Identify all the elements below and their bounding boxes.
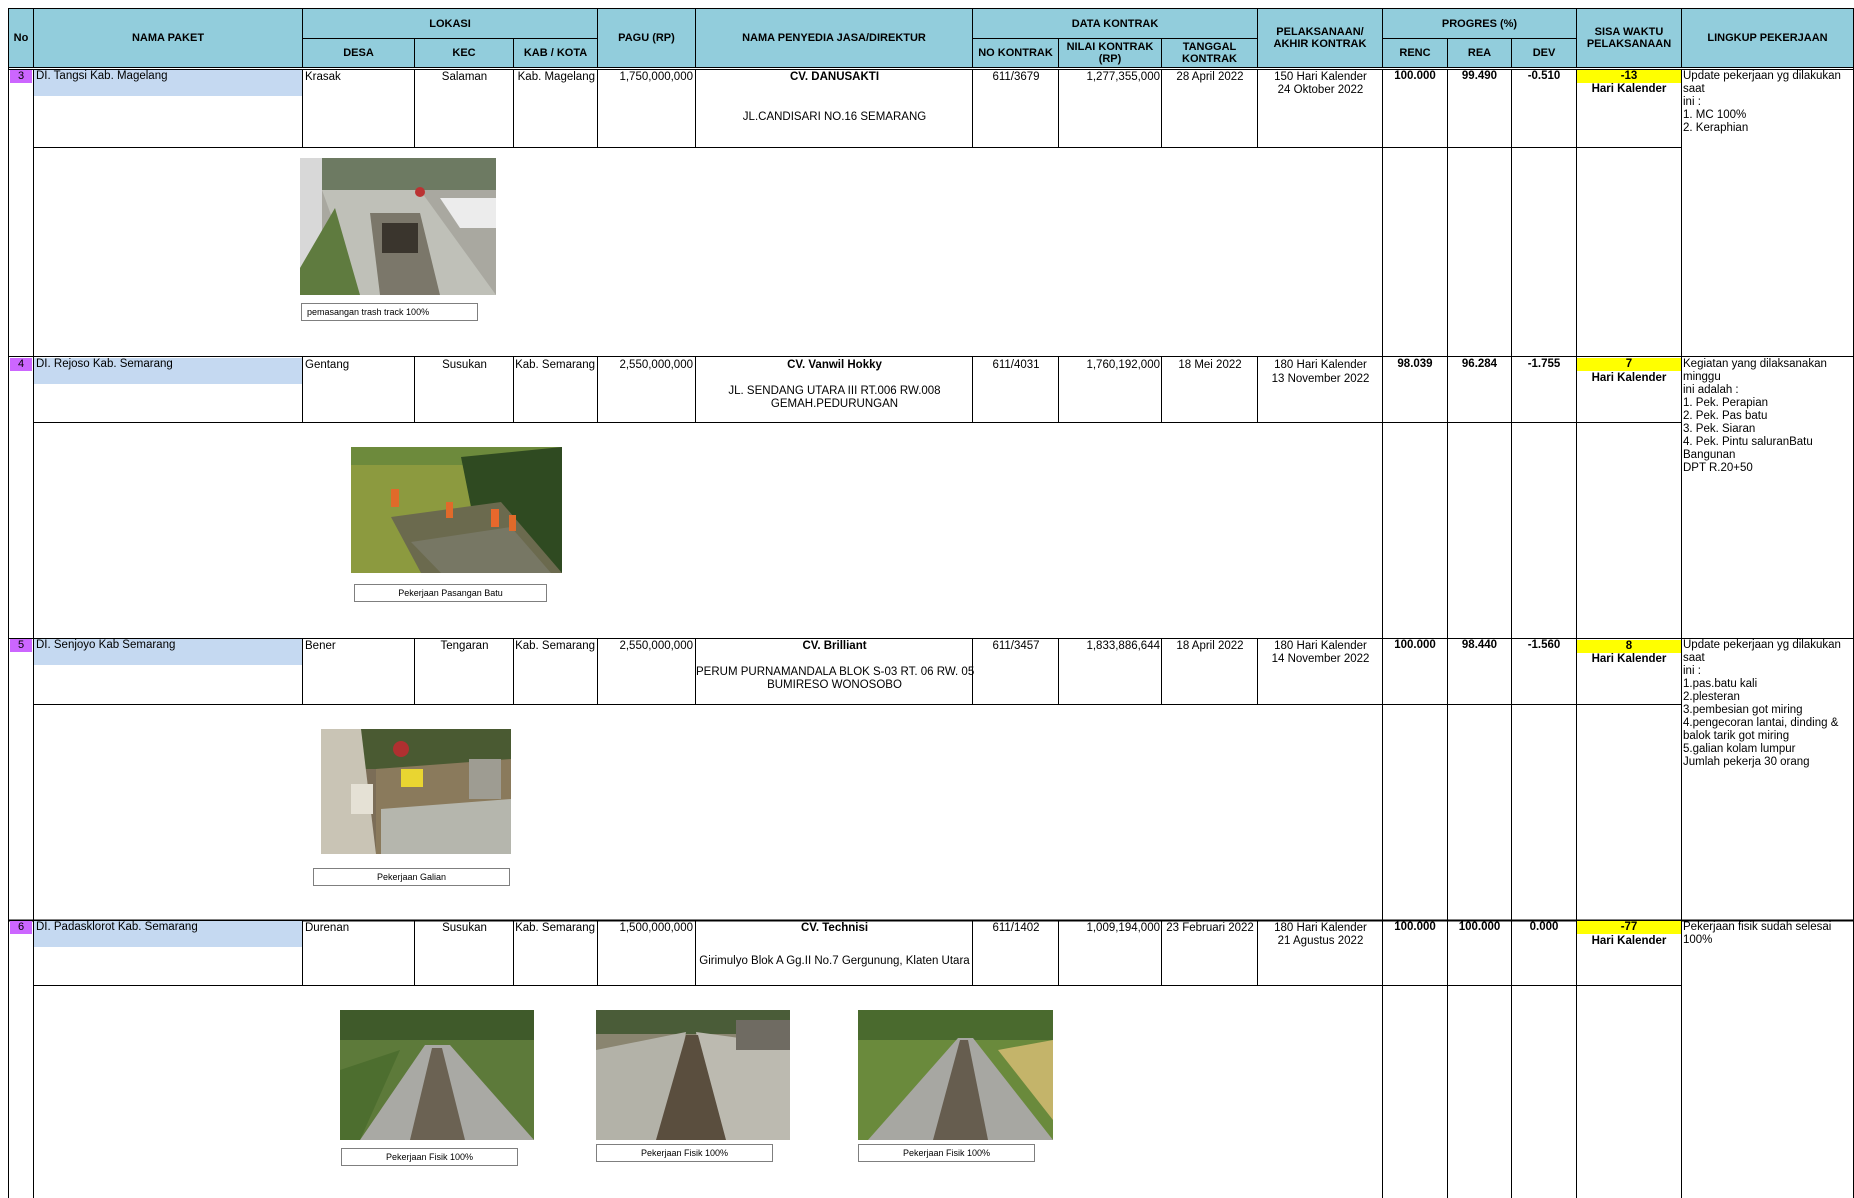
kec-cell: Salaman	[441, 71, 488, 83]
paket-name: DI. Padasklorot Kab. Semarang	[36, 921, 198, 933]
progres-renc: 100.000	[1394, 921, 1436, 933]
row-number-badge: 6	[10, 921, 32, 934]
photo-caption: Pekerjaan Fisik 100%	[341, 1148, 518, 1166]
kab-cell: Kab. Semarang	[515, 922, 595, 934]
row-number-badge: 5	[10, 639, 32, 652]
header-desa: DESA	[302, 38, 415, 68]
lingkup-pekerjaan	[1683, 639, 1853, 769]
header-pelaksanaan: PELAKSANAAN/ AKHIR KONTRAK	[1257, 8, 1383, 68]
header-no-kontrak: NO KONTRAK	[972, 38, 1059, 68]
penyedia-name: CV. Technisi	[800, 922, 869, 934]
penyedia-address: JL. SENDANG UTARA III RT.006 RW.008	[728, 385, 941, 397]
lingkup-line: ini :	[1683, 665, 1701, 677]
pelaksanaan-end-date: 21 Agustus 2022	[1277, 935, 1364, 947]
lingkup-line: 3. Pek. Siaran	[1683, 423, 1756, 435]
desa-cell: Durenan	[305, 922, 350, 934]
lingkup-line: 2. Keraphian	[1683, 122, 1749, 134]
lingkup-line: DPT R.20+50	[1683, 462, 1753, 474]
nilai-kontrak-cell: 1,833,886,644	[1086, 640, 1160, 652]
paket-name: DI. Senjoyo Kab Semarang	[36, 639, 176, 651]
no-kontrak-cell: 611/1402	[992, 922, 1040, 934]
lingkup-line: 2. Pek. Pas batu	[1683, 410, 1768, 422]
progres-rea: 99.490	[1461, 70, 1498, 82]
penyedia-address: Girimulyo Blok A Gg.II No.7 Gergunung, Klaten Utara	[699, 955, 970, 967]
sisa-waktu-value: 8	[1577, 640, 1681, 653]
tanggal-kontrak-cell: 23 Februari 2022	[1166, 922, 1254, 934]
pelaksanaan-end-date: 13 November 2022	[1271, 373, 1370, 385]
header-nama-paket: NAMA PAKET	[33, 8, 303, 68]
kab-cell: Kab. Magelang	[517, 71, 595, 83]
penyedia-address: PERUM PURNAMANDALA BLOK S-03 RT. 06 RW. 05	[696, 666, 975, 678]
progres-dev: -1.755	[1527, 358, 1561, 370]
progres-dev: -1.560	[1527, 639, 1561, 651]
no-kontrak-cell: 611/4031	[992, 359, 1040, 371]
kab-cell: Kab. Semarang	[515, 640, 595, 652]
nilai-kontrak-cell: 1,009,194,000	[1086, 922, 1160, 934]
pagu-cell: 1,750,000,000	[619, 71, 693, 83]
lingkup-line: ini adalah :	[1683, 384, 1739, 396]
header-nilai-kontrak: NILAI KONTRAK (RP)	[1058, 38, 1162, 68]
tanggal-kontrak-cell: 18 Mei 2022	[1178, 359, 1242, 371]
sisa-waktu-unit: Hari Kalender	[1591, 372, 1667, 384]
header-data-kontrak: DATA KONTRAK	[972, 8, 1258, 39]
header-lokasi: LOKASI	[302, 8, 598, 39]
photo-caption: Pekerjaan Pasangan Batu	[354, 584, 547, 602]
progres-dev: 0.000	[1529, 921, 1559, 933]
pagu-cell: 2,550,000,000	[619, 359, 693, 371]
header-rea: REA	[1447, 38, 1512, 68]
lingkup-line: Pekerjaan fisik sudah selesai 100%	[1683, 921, 1832, 946]
lingkup-line: 2.plesteran	[1683, 691, 1740, 703]
row-number-badge: 4	[10, 358, 32, 371]
penyedia-name: CV. DANUSAKTI	[789, 71, 880, 83]
sisa-waktu-unit: Hari Kalender	[1591, 653, 1667, 665]
header-pagu: PAGU (RP)	[597, 8, 696, 68]
progres-rea: 96.284	[1461, 358, 1498, 370]
site-photo	[351, 447, 562, 573]
no-kontrak-cell: 611/3457	[992, 640, 1040, 652]
site-photo	[596, 1010, 790, 1140]
header-renc: RENC	[1382, 38, 1448, 68]
lingkup-line: 5.galian kolam lumpur	[1683, 743, 1796, 755]
lingkup-line: balok tarik got miring	[1683, 730, 1790, 742]
header-tanggal-kontrak: TANGGAL KONTRAK	[1161, 38, 1258, 68]
paket-name: DI. Tangsi Kab. Magelang	[36, 70, 168, 82]
site-photo	[300, 158, 496, 295]
penyedia-name: CV. Brilliant	[802, 640, 867, 652]
progres-rea: 98.440	[1461, 639, 1498, 651]
progres-renc: 100.000	[1394, 639, 1436, 651]
lingkup-line: Update pekerjaan yg dilakukan saat	[1683, 70, 1841, 95]
kec-cell: Susukan	[442, 922, 487, 934]
pagu-cell: 2,550,000,000	[619, 640, 693, 652]
pelaksanaan-end-date: 24 Oktober 2022	[1277, 84, 1364, 96]
sisa-waktu-value: -13	[1577, 70, 1681, 83]
lingkup-line: 4. Pek. Pintu saluranBatu Bangunan	[1683, 436, 1813, 461]
sisa-waktu-unit: Hari Kalender	[1591, 935, 1667, 947]
header-lingkup: LINGKUP PEKERJAAN	[1681, 8, 1854, 68]
lingkup-line: ini :	[1683, 96, 1701, 108]
pelaksanaan-duration: 180 Hari Kalender	[1274, 922, 1367, 934]
desa-cell: Krasak	[305, 71, 341, 83]
sisa-waktu-value: -77	[1577, 921, 1681, 934]
sisa-waktu-unit: Hari Kalender	[1591, 83, 1667, 95]
kab-cell: Kab. Semarang	[515, 359, 595, 371]
site-photo	[340, 1010, 534, 1140]
desa-cell: Bener	[305, 640, 336, 652]
progres-renc: 98.039	[1397, 358, 1433, 370]
tanggal-kontrak-cell: 18 April 2022	[1176, 640, 1244, 652]
pelaksanaan-duration: 150 Hari Kalender	[1274, 71, 1367, 83]
penyedia-name: CV. Vanwil Hokky	[787, 359, 882, 371]
progres-renc: 100.000	[1394, 70, 1436, 82]
lingkup-line: Jumlah pekerja 30 orang	[1683, 756, 1810, 768]
lingkup-pekerjaan	[1683, 921, 1853, 947]
lingkup-line: 4.pengecoran lantai, dinding &	[1683, 717, 1839, 729]
pelaksanaan-duration: 180 Hari Kalender	[1274, 359, 1367, 371]
desa-cell: Gentang	[305, 359, 350, 371]
paket-name: DI. Rejoso Kab. Semarang	[36, 358, 173, 370]
header-dev: DEV	[1511, 38, 1577, 68]
kec-cell: Tengaran	[440, 640, 489, 652]
lingkup-line: 1. Pek. Perapian	[1683, 397, 1769, 409]
lingkup-line: Update pekerjaan yg dilakukan saat	[1683, 639, 1841, 664]
pelaksanaan-end-date: 14 November 2022	[1271, 653, 1370, 665]
lingkup-line: 3.pembesian got miring	[1683, 704, 1803, 716]
header-penyedia: NAMA PENYEDIA JASA/DIREKTUR	[695, 8, 973, 68]
progres-dev: -0.510	[1527, 70, 1561, 82]
header-kec: KEC	[414, 38, 514, 68]
photo-caption: Pekerjaan Fisik 100%	[596, 1144, 773, 1162]
lingkup-line: 1. MC 100%	[1683, 109, 1747, 121]
penyedia-address-line2: BUMIRESO WONOSOBO	[767, 679, 902, 691]
lingkup-line: Kegiatan yang dilaksanakan minggu	[1683, 358, 1827, 383]
tanggal-kontrak-cell: 28 April 2022	[1176, 71, 1244, 83]
lingkup-pekerjaan	[1683, 358, 1853, 475]
lingkup-pekerjaan	[1683, 70, 1853, 135]
penyedia-address: JL.CANDISARI NO.16 SEMARANG	[742, 111, 927, 123]
site-photo	[858, 1010, 1053, 1140]
photo-caption: Pekerjaan Fisik 100%	[858, 1144, 1035, 1162]
pelaksanaan-duration: 180 Hari Kalender	[1274, 640, 1367, 652]
lingkup-line: 1.pas.batu kali	[1683, 678, 1758, 690]
site-photo	[321, 729, 511, 854]
nilai-kontrak-cell: 1,760,192,000	[1086, 359, 1160, 371]
no-kontrak-cell: 611/3679	[992, 71, 1040, 83]
kec-cell: Susukan	[442, 359, 487, 371]
sisa-waktu-value: 7	[1577, 358, 1681, 371]
progres-rea: 100.000	[1458, 921, 1501, 933]
nilai-kontrak-cell: 1,277,355,000	[1086, 71, 1160, 83]
header-no: No	[8, 8, 34, 68]
penyedia-address-line2: GEMAH.PEDURUNGAN	[770, 398, 899, 410]
row-number-badge: 3	[10, 70, 32, 83]
photo-caption: pemasangan trash track 100%	[301, 303, 478, 321]
header-kab-kota: KAB / KOTA	[513, 38, 598, 68]
header-progres: PROGRES (%)	[1382, 8, 1577, 39]
pagu-cell: 1,500,000,000	[619, 922, 693, 934]
header-sisa-waktu: SISA WAKTU PELAKSANAAN	[1576, 8, 1682, 68]
photo-caption: Pekerjaan Galian	[313, 868, 510, 886]
